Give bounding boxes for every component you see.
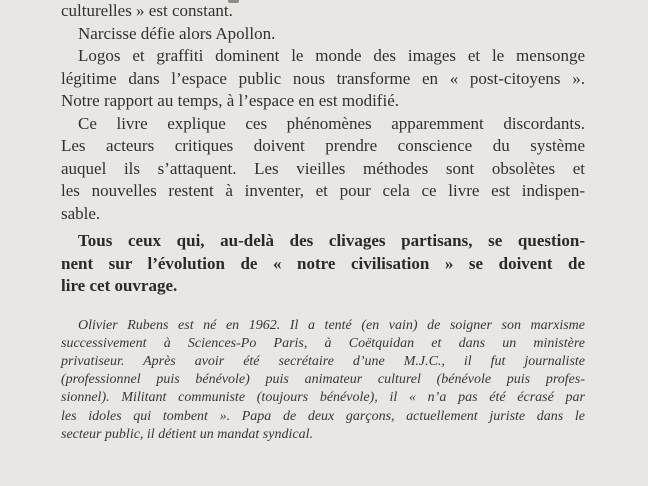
text-line: secteur public, il détient un mandat syndical.: [61, 426, 313, 442]
text-line: Ce livre explique ces phénomènes apparemment discordants.: [78, 113, 585, 133]
paragraph-appeal-bold: [61, 230, 585, 298]
text-line: culturelles » est constant.: [61, 1, 233, 20]
text-line: les nouvelles restent à inventer, et pour cela ce livre est indispen-: [61, 181, 585, 200]
text-line: lire cet ouvrage.: [61, 276, 178, 295]
text-line: privatiseur. Après avoir été secrétaire d’une M.J.C., il fut journaliste: [61, 353, 585, 369]
paragraph-continuation: [61, 0, 585, 23]
text-line: Tous ceux qui, au-delà des clivages partisans, se question-: [78, 231, 585, 250]
text-line: auquel ils s’attaquent. Les vieilles méthodes sont obsolètes et: [61, 158, 585, 178]
text-line: nent sur l’évolution de « notre civilisation » se doivent de: [61, 253, 585, 273]
text-line: les idoles qui tombent ». Papa de deux garçons, actuellement juriste dans le: [61, 408, 585, 424]
text-line: légitime dans l’espace public nous transforme en « post-citoyens ».: [61, 68, 585, 88]
text-line: successivement à Sciences-Po Paris, à Coëtquidan et dans un ministère: [61, 335, 585, 351]
paragraph-logos-graffiti: [61, 45, 585, 113]
paragraph-ce-livre: [61, 113, 585, 226]
text-column: [61, 0, 585, 444]
text-line: Les acteurs critiques doivent prendre conscience du système: [61, 136, 585, 155]
text-line: sable.: [61, 203, 101, 223]
paragraph-narcisse: [61, 23, 585, 46]
author-bio: [61, 317, 585, 444]
text-line: sionnel). Militant communiste (toujours bénévole), il « n’a pas été écrasé par: [61, 390, 585, 406]
text-line: Narcisse défie alors Apollon.: [78, 23, 276, 43]
text-line: Notre rapport au temps, à l’espace en est modifié.: [61, 91, 399, 110]
text-line: (professionnel puis bénévole) puis animateur culturel (bénévole puis profes-: [61, 372, 585, 388]
text-line: Logos et graffiti dominent le monde des images et le mensonge: [78, 46, 585, 65]
text-line: Olivier Rubens est né en 1962. Il a tenté (en vain) de soigner son marxisme: [78, 317, 585, 333]
